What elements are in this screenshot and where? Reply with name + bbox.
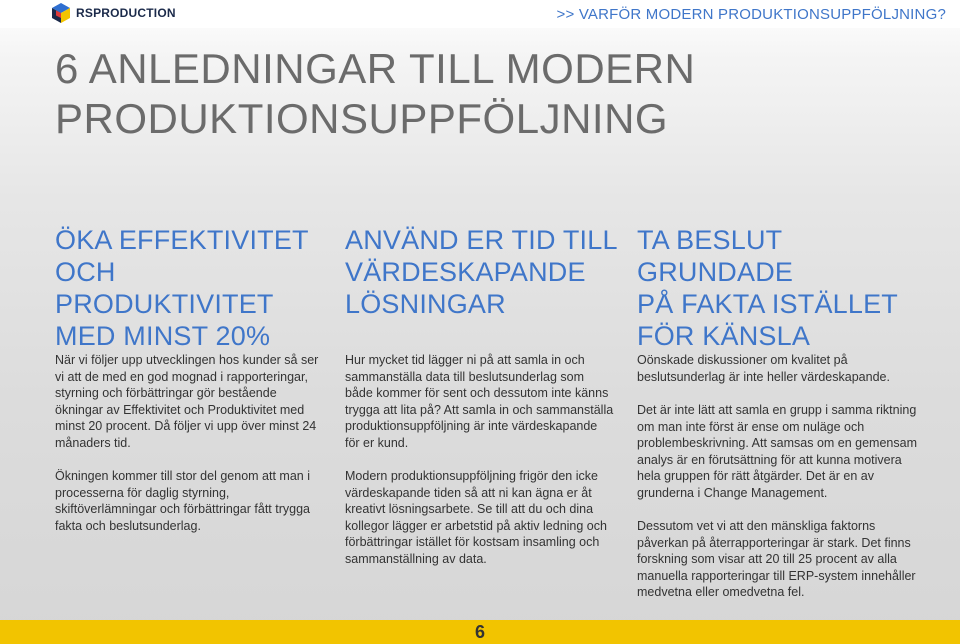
paragraph: Oönskade diskussioner om kvalitet på beslutsunderlag är inte heller värdeskapande. <box>637 353 890 384</box>
column-heading-time: ANVÄND ER TID TILL VÄRDESKAPANDE LÖSNINGAR <box>345 225 618 319</box>
logo-cube-icon <box>50 2 72 24</box>
paragraph: Ökningen kommer till stor del genom att man i processerna för daglig styrning, skiftöverlämningar och förbättringar fått trygga fakta och beslutsunderlag. <box>55 469 310 533</box>
breadcrumb: >> VARFÖR MODERN PRODUKTIONSUPPFÖLJNING? <box>556 6 946 23</box>
column-body-decisions <box>637 352 927 618</box>
paragraph: Modern produktionsuppföljning frigör den icke värdeskapande tiden så att ni kan ägna er åt kreativt lösningsarbete. Se till att du och dina kollegor lägger er arbetstid på aktiv ledning och förbättringar istället för kostsam insamling och sammanställning av data. <box>345 469 607 566</box>
page-title: 6 ANLEDNINGAR TILL MODERN PRODUKTIONSUPPFÖLJNING <box>55 45 696 142</box>
paragraph: Dessutom vet vi att den mänskliga faktorns påverkan på återrapporteringar är stark. Det finns forskning som visar att 20 till 25 procent av alla manuella rapporteringar till ERP-system innehåller medvetna eller omedvetna fel. <box>637 519 916 599</box>
column-heading-efficiency: ÖKA EFFEKTIVITET OCH PRODUKTIVITET MED MINST 20% <box>55 225 309 351</box>
paragraph: Det är inte lätt att samla en grupp i samma riktning om man inte först är ense om nuläge och problembeskrivning. Att samsas om en gemensam analys är en förutsättning för att kunna motivera hela gruppen för rätt åtgärder. Det är en av grunderna i Change Management. <box>637 403 917 500</box>
paragraph: Hur mycket tid lägger ni på att samla in och sammanställa data till beslutsunderlag som både kommer för sent och dessutom inte känns trygga att lita på? Att samla in och sammanställa produktionsuppföljning är inte värdeskapande för er kund. <box>345 353 614 450</box>
footer-bar <box>0 620 960 644</box>
rsproduction-logo <box>50 1 176 25</box>
top-bar <box>0 0 960 28</box>
page-number: 6 <box>474 622 485 642</box>
paragraph: När vi följer upp utvecklingen hos kunder så ser vi att de med en god mognad i rapporteringar, styrning och förbättringar gör bestående ökningar av Effektivitet och Produktivitet med minst 20 procent. Då följer vi upp över minst 24 månaders tid. <box>55 353 319 450</box>
column-heading-decisions: TA BESLUT GRUNDADE PÅ FAKTA ISTÄLLET FÖR KÄNSLA <box>637 225 898 351</box>
column-body-time <box>345 352 615 584</box>
logo-text: RSPRODUCTION <box>76 6 176 20</box>
column-body-efficiency <box>55 352 320 551</box>
